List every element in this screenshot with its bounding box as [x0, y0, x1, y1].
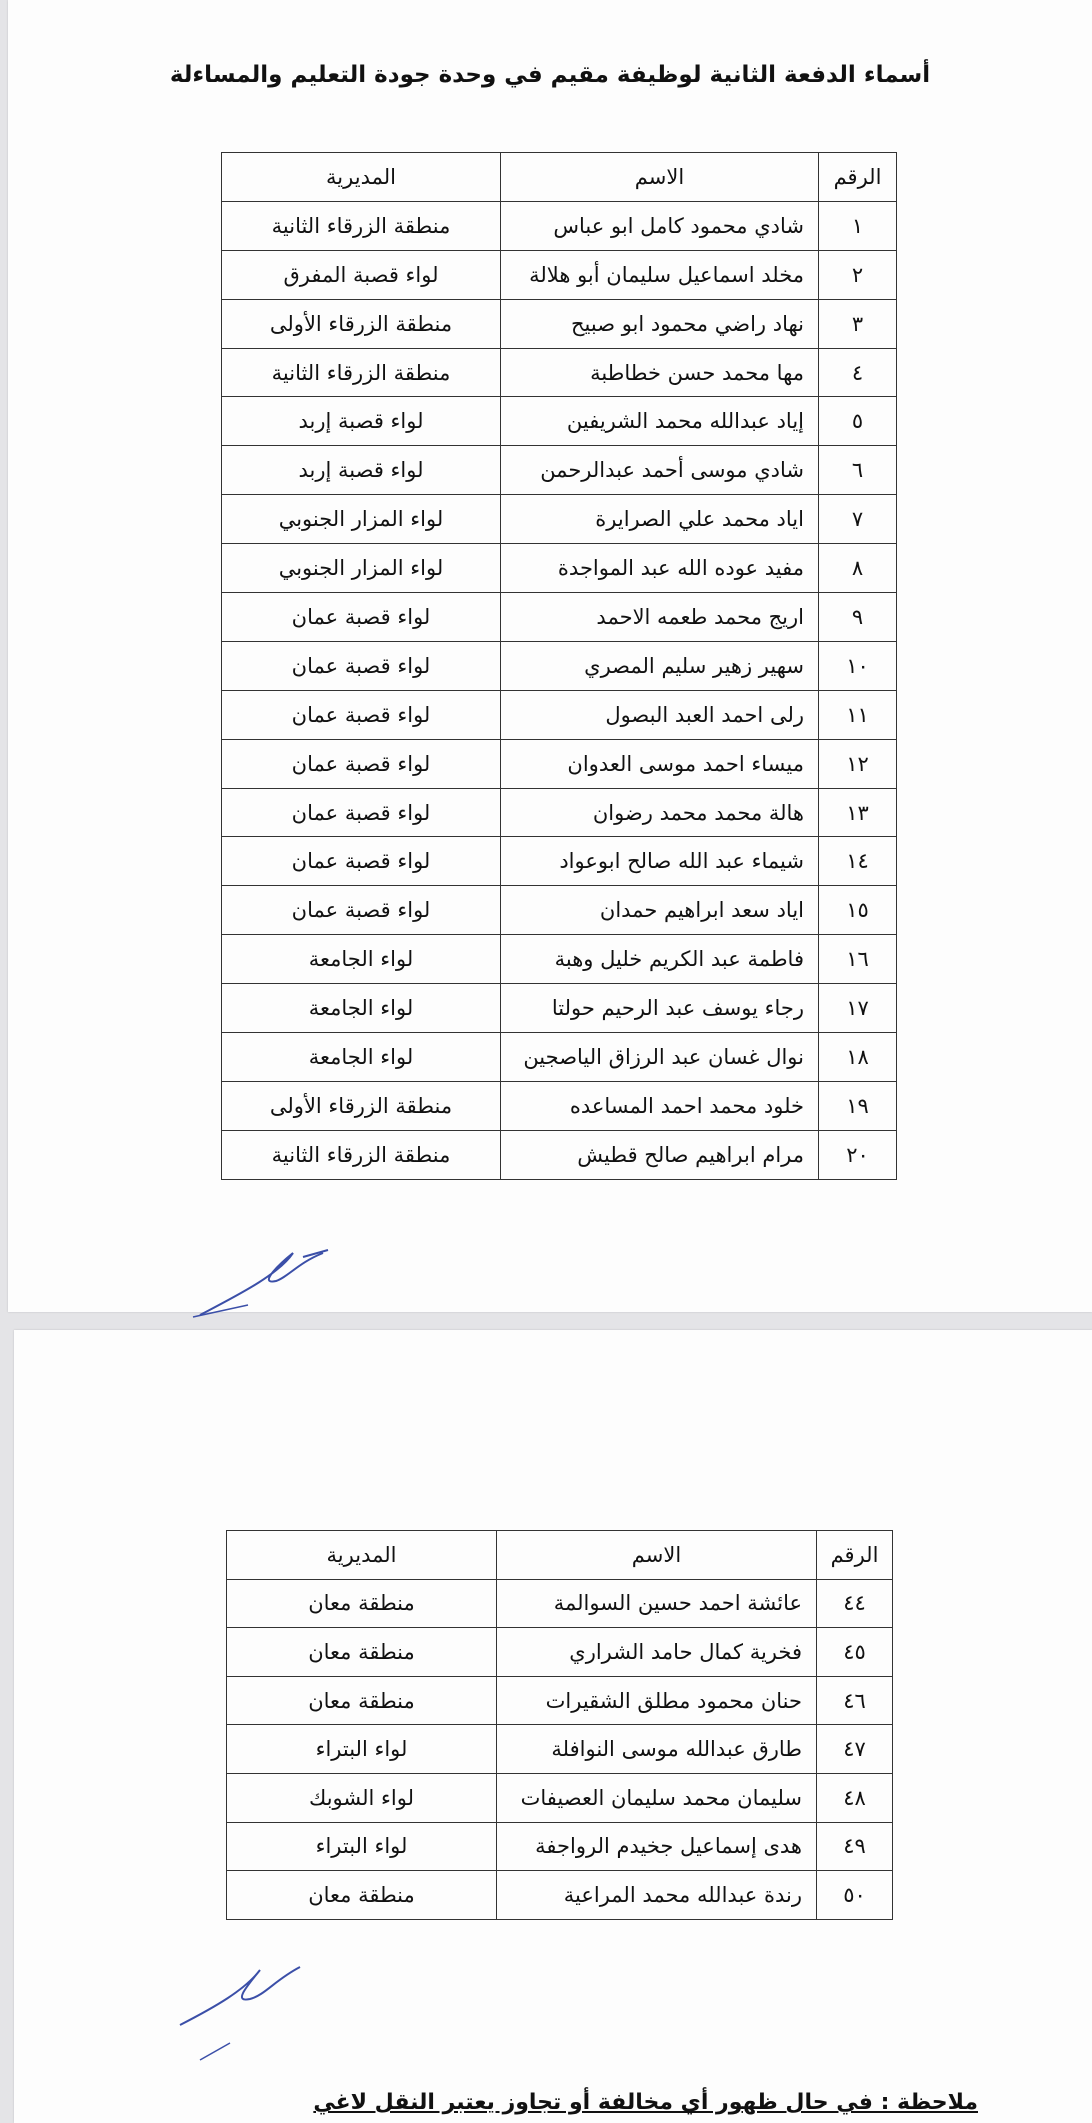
cell-num: ١٣ — [819, 788, 897, 837]
cell-name: سليمان محمد سليمان العصيفات — [497, 1773, 817, 1822]
cell-directorate: لواء قصبة عمان — [222, 593, 501, 642]
cell-name: إياد عبدالله محمد الشريفين — [501, 397, 819, 446]
cell-name: اياد محمد علي الصرايرة — [501, 495, 819, 544]
cell-num: ٣ — [819, 299, 897, 348]
names-table-2 — [226, 1530, 893, 1920]
header-name: الاسم — [501, 153, 819, 202]
cell-name: رندة عبدالله محمد المراعية — [497, 1871, 817, 1920]
table-row — [222, 446, 897, 495]
cell-name: نوال غسان عبد الرزاق الياصجين — [501, 1033, 819, 1082]
page-title: أسماء الدفعة الثانية لوظيفة مقيم في وحدة جودة التعليم والمساءلة — [169, 62, 931, 88]
cell-name: هدى إسماعيل جخيدم الرواجفة — [497, 1822, 817, 1871]
table-row — [222, 788, 897, 837]
cell-name: فاطمة عبد الكريم خليل وهبة — [501, 935, 819, 984]
cell-directorate: منطقة معان — [227, 1676, 497, 1725]
cell-name: نهاد راضي محمود ابو صبيح — [501, 299, 819, 348]
cell-directorate: لواء قصبة عمان — [222, 641, 501, 690]
table-row — [222, 348, 897, 397]
header-num: الرقم — [817, 1531, 893, 1580]
cell-name: اياد سعد ابراهيم حمدان — [501, 886, 819, 935]
header-directorate: المديرية — [227, 1531, 497, 1580]
cell-directorate: لواء قصبة عمان — [222, 690, 501, 739]
cell-directorate: لواء الجامعة — [222, 984, 501, 1033]
signature — [188, 1245, 348, 1325]
table-header-row — [222, 153, 897, 202]
cell-name: مرام ابراهيم صالح قطيش — [501, 1130, 819, 1179]
cell-num: ١٥ — [819, 886, 897, 935]
table-row — [222, 544, 897, 593]
cell-name: مفيد عوده الله عبد المواجدة — [501, 544, 819, 593]
cell-directorate: منطقة الزرقاء الثانية — [222, 348, 501, 397]
cell-directorate: منطقة الزرقاء الأولى — [222, 299, 501, 348]
cell-num: ٤٨ — [817, 1773, 893, 1822]
header-num: الرقم — [819, 153, 897, 202]
cell-directorate: لواء قصبة عمان — [222, 739, 501, 788]
table-row — [222, 397, 897, 446]
cell-directorate: منطقة الزرقاء الثانية — [222, 1130, 501, 1179]
cell-num: ٥٠ — [817, 1871, 893, 1920]
table-row — [222, 495, 897, 544]
signature — [170, 1955, 320, 2065]
table-row — [227, 1628, 893, 1677]
table-row — [222, 984, 897, 1033]
cell-num: ٦ — [819, 446, 897, 495]
header-name: الاسم — [497, 1531, 817, 1580]
cell-name: رلى احمد العبد البصول — [501, 690, 819, 739]
cell-num: ٢ — [819, 250, 897, 299]
cell-num: ٨ — [819, 544, 897, 593]
table-row — [222, 641, 897, 690]
cell-name: مخلد اسماعيل سليمان أبو هلالة — [501, 250, 819, 299]
cell-name: هالة محمد محمد رضوان — [501, 788, 819, 837]
cell-name: سهير زهير سليم المصري — [501, 641, 819, 690]
table-row — [222, 886, 897, 935]
cell-directorate: لواء قصبة إربد — [222, 397, 501, 446]
table-row — [222, 201, 897, 250]
cell-num: ١٠ — [819, 641, 897, 690]
cell-num: ٤ — [819, 348, 897, 397]
cell-num: ١٨ — [819, 1033, 897, 1082]
cell-num: ٤٩ — [817, 1822, 893, 1871]
cell-name: اريج محمد طعمه الاحمد — [501, 593, 819, 642]
cell-num: ٥ — [819, 397, 897, 446]
cell-name: فخرية كمال حامد الشراري — [497, 1628, 817, 1677]
cell-num: ٩ — [819, 593, 897, 642]
cell-directorate: لواء البتراء — [227, 1725, 497, 1774]
cell-directorate: منطقة الزرقاء الثانية — [222, 201, 501, 250]
cell-name: مها محمد حسن خطاطبة — [501, 348, 819, 397]
cell-num: ٤٦ — [817, 1676, 893, 1725]
cell-name: رجاء يوسف عبد الرحيم حولتا — [501, 984, 819, 1033]
cell-num: ١١ — [819, 690, 897, 739]
cell-num: ١٧ — [819, 984, 897, 1033]
cell-directorate: منطقة معان — [227, 1871, 497, 1920]
cell-directorate: منطقة معان — [227, 1628, 497, 1677]
page-2 — [14, 1330, 1092, 2123]
table-row — [227, 1725, 893, 1774]
table-row — [227, 1676, 893, 1725]
cell-name: شادي موسى أحمد عبدالرحمن — [501, 446, 819, 495]
cell-num: ٧ — [819, 495, 897, 544]
table-row — [222, 1130, 897, 1179]
table-row — [222, 739, 897, 788]
table-row — [227, 1579, 893, 1628]
table-header-row — [227, 1531, 893, 1580]
cell-directorate: لواء الجامعة — [222, 1033, 501, 1082]
table-body-2 — [227, 1579, 893, 1919]
cell-directorate: لواء البتراء — [227, 1822, 497, 1871]
header-directorate: المديرية — [222, 153, 501, 202]
table-row — [227, 1822, 893, 1871]
table-row — [222, 250, 897, 299]
cell-name: شادي محمود كامل ابو عباس — [501, 201, 819, 250]
cell-directorate: لواء قصبة المفرق — [222, 250, 501, 299]
cell-directorate: لواء قصبة عمان — [222, 886, 501, 935]
cell-name: خلود محمد احمد المساعده — [501, 1081, 819, 1130]
cell-name: عائشة احمد حسين السوالمة — [497, 1579, 817, 1628]
note-text: ملاحظة : في حال ظهور أي مخالفة أو تجاوز يعتبر النقل لاغي — [313, 2090, 978, 2115]
cell-name: شيماء عبد الله صالح ابوعواد — [501, 837, 819, 886]
cell-directorate: لواء الشوبك — [227, 1773, 497, 1822]
cell-num: ٤٥ — [817, 1628, 893, 1677]
table-row — [222, 1033, 897, 1082]
cell-name: حنان محمود مطلق الشقيرات — [497, 1676, 817, 1725]
cell-directorate: لواء المزار الجنوبي — [222, 495, 501, 544]
cell-directorate: منطقة معان — [227, 1579, 497, 1628]
cell-num: ١٤ — [819, 837, 897, 886]
table-row — [222, 837, 897, 886]
table-row — [222, 690, 897, 739]
table-row — [222, 935, 897, 984]
cell-num: ٢٠ — [819, 1130, 897, 1179]
table-row — [227, 1773, 893, 1822]
table-row — [222, 593, 897, 642]
cell-directorate: لواء الجامعة — [222, 935, 501, 984]
cell-name: ميساء احمد موسى العدوان — [501, 739, 819, 788]
names-table-1 — [221, 152, 897, 1180]
cell-directorate: لواء قصبة إربد — [222, 446, 501, 495]
table-row — [227, 1871, 893, 1920]
cell-num: ١ — [819, 201, 897, 250]
table-row — [222, 1081, 897, 1130]
cell-num: ١٦ — [819, 935, 897, 984]
cell-num: ١٢ — [819, 739, 897, 788]
cell-num: ٤٤ — [817, 1579, 893, 1628]
cell-directorate: منطقة الزرقاء الأولى — [222, 1081, 501, 1130]
table-body-1 — [222, 201, 897, 1179]
cell-directorate: لواء قصبة عمان — [222, 788, 501, 837]
cell-directorate: لواء قصبة عمان — [222, 837, 501, 886]
cell-name: طارق عبدالله موسى النوافلة — [497, 1725, 817, 1774]
table-row — [222, 299, 897, 348]
page-1 — [8, 0, 1092, 1312]
cell-num: ١٩ — [819, 1081, 897, 1130]
cell-num: ٤٧ — [817, 1725, 893, 1774]
cell-directorate: لواء المزار الجنوبي — [222, 544, 501, 593]
